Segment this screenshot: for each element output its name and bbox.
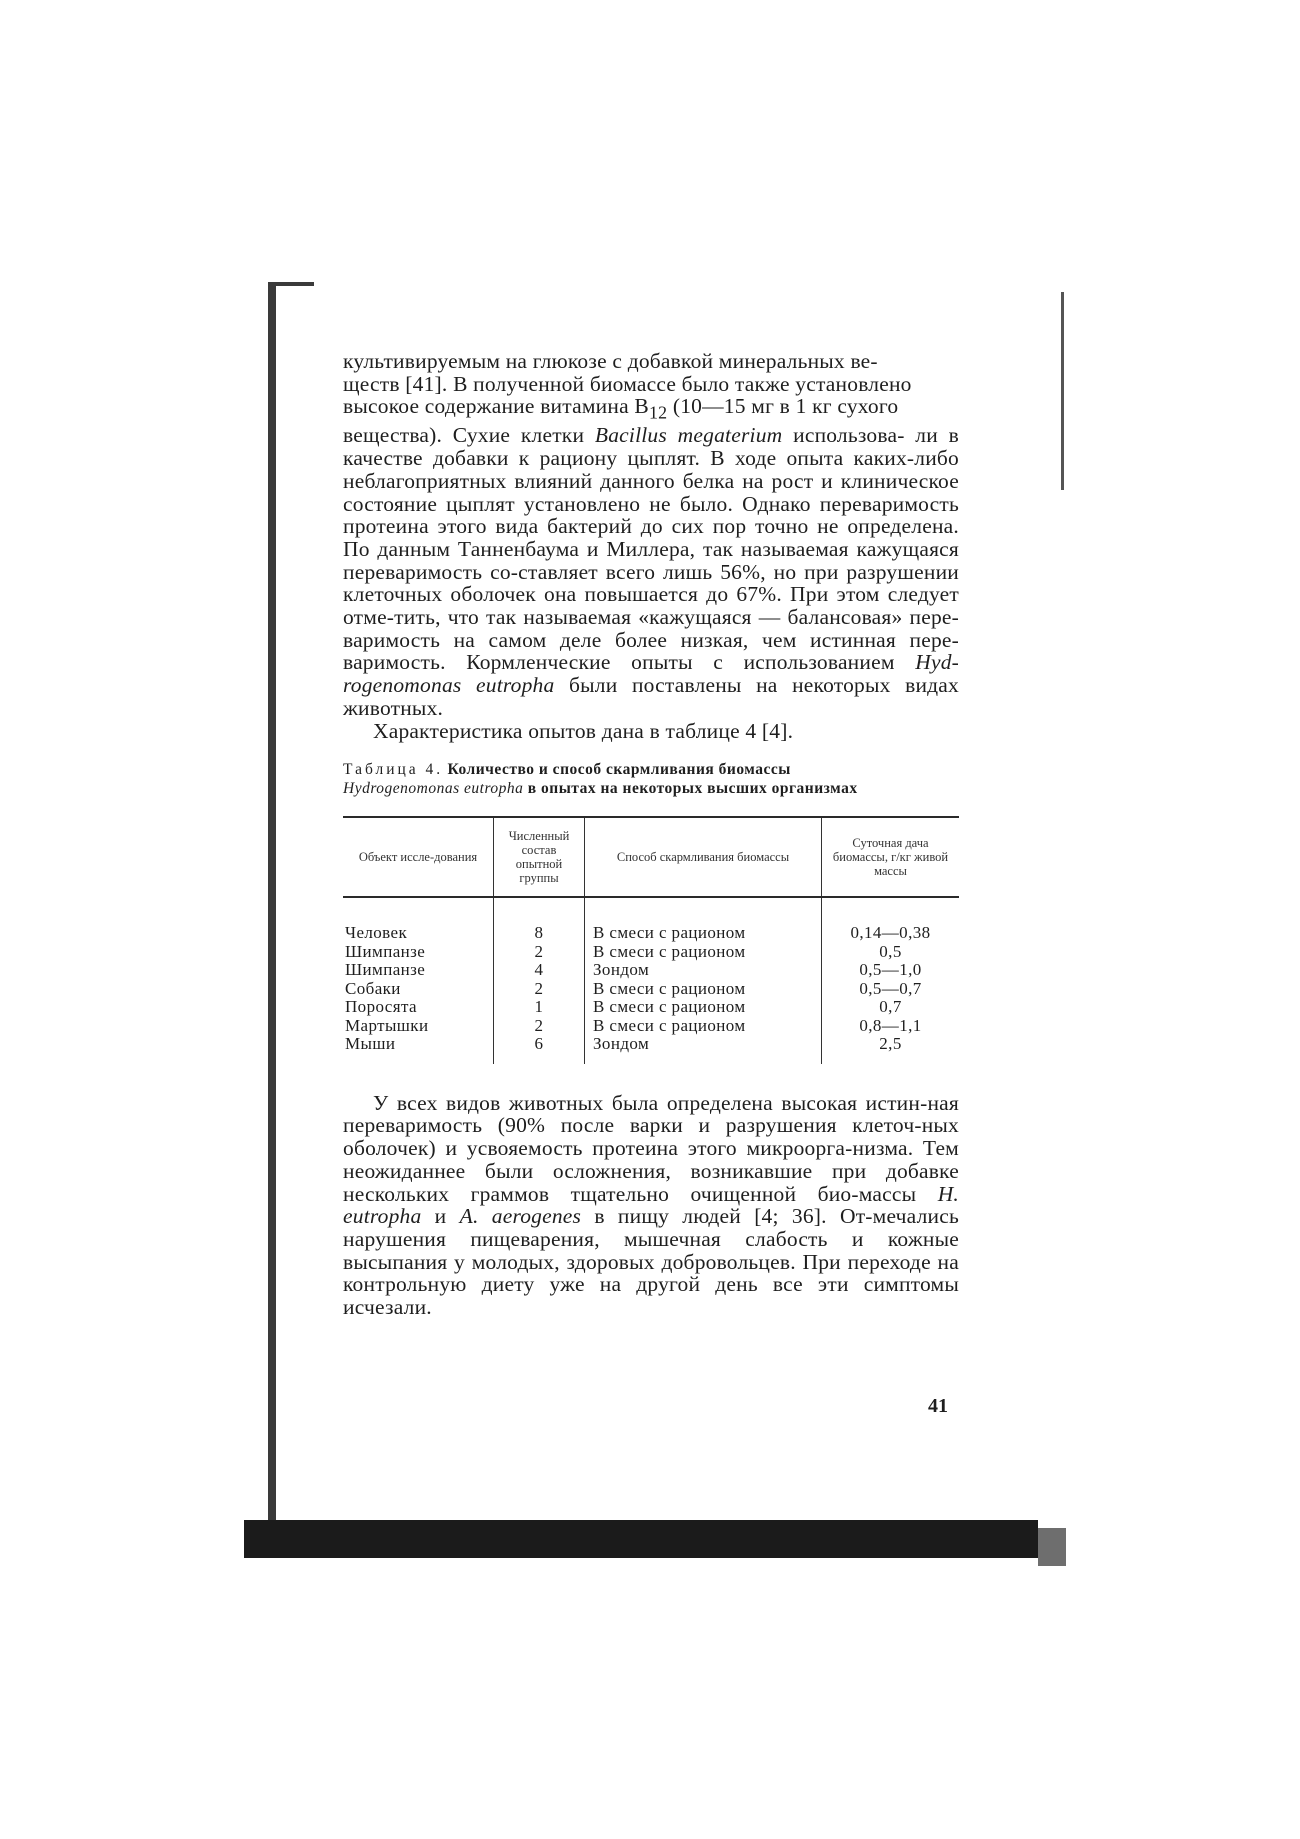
cell-object: Шимпанзе	[345, 960, 426, 980]
paragraph-1	[343, 350, 959, 720]
table-row	[343, 924, 959, 943]
species-name-hydrogenomonas: Hyd-rogenomonas eutropha	[343, 650, 959, 698]
paragraph-1-vitamin-text: высокое содержание витамина B	[343, 394, 649, 419]
paragraph-2: Характеристика опытов дана в таблице 4 [4].	[373, 718, 794, 743]
scan-frame-right	[1061, 292, 1064, 490]
table-caption-species: Hydrogenomonas eutropha	[343, 780, 524, 798]
cell-daily-dose: 0,14—0,38	[822, 924, 960, 943]
cell-group-size: 8	[494, 924, 585, 943]
paragraph-1-end: были поставлены на некоторых видах животных.	[343, 673, 960, 720]
cell-feeding-method: В смеси с рационом	[585, 943, 822, 962]
species-name-h-eutropha: H. eutropha	[343, 1181, 959, 1229]
paragraph-1-line-1: культивируемым на глюкозе с добавкой минеральных ве-	[343, 349, 878, 373]
cell-group-size: 6	[494, 1035, 585, 1064]
cell-feeding-method: Зондом	[585, 1035, 822, 1064]
cell-group-size: 2	[494, 980, 585, 999]
paragraph-1-body: ли в качестве добавки к рациону цыплят. В ходе опыта каких-либо неблагоприятных влияний данного белка на рост и клиническое состояние цыплят установлено не было. Однако переваримость протеина этого вида бактерий до сих пор точно не определена. По данным Танненбаума и Миллера, так называемая кажущаяся переваримость со-ставляет всего лишь 56%, но при разрушении клеточных оболочек она повышается до 67%. При этом следует отме-тить, что так называемая «кажущаяся — балансовая» пере-варимость на самом деле более низкая, чем истинная пере-варимость. Кормленческие опыты с использованием	[343, 423, 960, 675]
paragraph-3-conjunction: и	[421, 1204, 460, 1229]
scan-frame-left	[268, 282, 276, 1540]
column-header-feeding-method: Способ скармливания биомассы	[585, 817, 822, 897]
cell-group-size: 2	[494, 1017, 585, 1036]
table-row	[343, 961, 959, 980]
table-caption-label: Таблица 4.	[343, 761, 444, 779]
cell-group-size: 2	[494, 943, 585, 962]
book-page	[343, 350, 959, 1319]
cell-object: Человек	[345, 923, 408, 943]
table-row	[343, 943, 959, 962]
cell-daily-dose: 0,8—1,1	[822, 1017, 960, 1036]
paragraph-3	[343, 1092, 959, 1319]
column-header-group-size: Численный состав опытной группы	[494, 817, 585, 897]
cell-daily-dose: 0,5—0,7	[822, 980, 960, 999]
cell-object: Шимпанзе	[345, 941, 426, 961]
paragraph-3-end: в пищу людей [4; 36]. От-мечались нарушения пищеварения, мышечная слабость и кожные высыпания у молодых, здоровых добровольцев. При переходе на контрольную диету уже на другой день все эти симптомы исчезали.	[343, 1204, 959, 1320]
table-header-row	[343, 817, 959, 897]
cell-group-size: 1	[494, 998, 585, 1017]
table-row	[343, 1017, 959, 1036]
table-caption-text-end: в опытах на некоторых высших организмах	[527, 780, 858, 798]
cell-daily-dose: 0,5	[822, 943, 960, 962]
paragraph-1-cells-text: вещества). Сухие клетки	[343, 423, 595, 448]
cell-object: Мартышки	[345, 1015, 429, 1035]
cell-daily-dose: 0,5—1,0	[822, 961, 960, 980]
paragraph-1-vitamin-amount: (10—15 мг в 1 кг сухого	[667, 394, 899, 419]
paragraph-3-start: У всех видов животных была определена высокая истин-ная переваримость (90% после варки и разрушения клеточ-ных оболочек) и усвояемость протеина этого микроорга-низма. Тем неожиданнее были осложнения, возникавшие при добавке нескольких граммов тщательно очищенной био-массы	[343, 1090, 959, 1206]
cell-feeding-method: В смеси с рационом	[585, 980, 822, 999]
scan-frame-bottom-shadow	[1038, 1528, 1066, 1566]
species-name-a-aerogenes: A. aerogenes	[459, 1204, 582, 1229]
page-number: 41	[928, 1395, 948, 1417]
scan-frame-corner	[268, 282, 314, 286]
scan-frame-bottom	[244, 1520, 1038, 1558]
table-row	[343, 1035, 959, 1064]
vitamin-subscript: 12	[648, 402, 668, 423]
table-caption	[343, 760, 959, 798]
column-header-daily-dose: Суточная дача биомассы, г/кг живой массы	[822, 817, 960, 897]
cell-feeding-method: В смеси с рационом	[585, 998, 822, 1017]
table-row	[343, 998, 959, 1017]
cell-object: Мыши	[345, 1034, 396, 1054]
cell-daily-dose: 2,5	[822, 1035, 960, 1064]
table-caption-text: Количество и способ скармливания биомассы	[447, 761, 791, 779]
cell-feeding-method: Зондом	[585, 961, 822, 980]
paragraph-1-used-text: использова-	[782, 423, 905, 448]
paragraph-1-line-2: ществ [41]. В полученной биомассе было также установлено	[343, 371, 912, 396]
column-header-object: Объект иссле-дования	[343, 817, 494, 897]
cell-feeding-method: В смеси с рационом	[585, 1017, 822, 1036]
cell-object: Собаки	[345, 978, 401, 998]
table-row	[343, 980, 959, 999]
cell-daily-dose: 0,7	[822, 998, 960, 1017]
cell-object: Поросята	[345, 997, 417, 1017]
data-table	[343, 816, 959, 1064]
cell-group-size: 4	[494, 961, 585, 980]
cell-feeding-method: В смеси с рационом	[585, 924, 822, 943]
species-name-bacillus: Bacillus megaterium	[594, 423, 783, 448]
